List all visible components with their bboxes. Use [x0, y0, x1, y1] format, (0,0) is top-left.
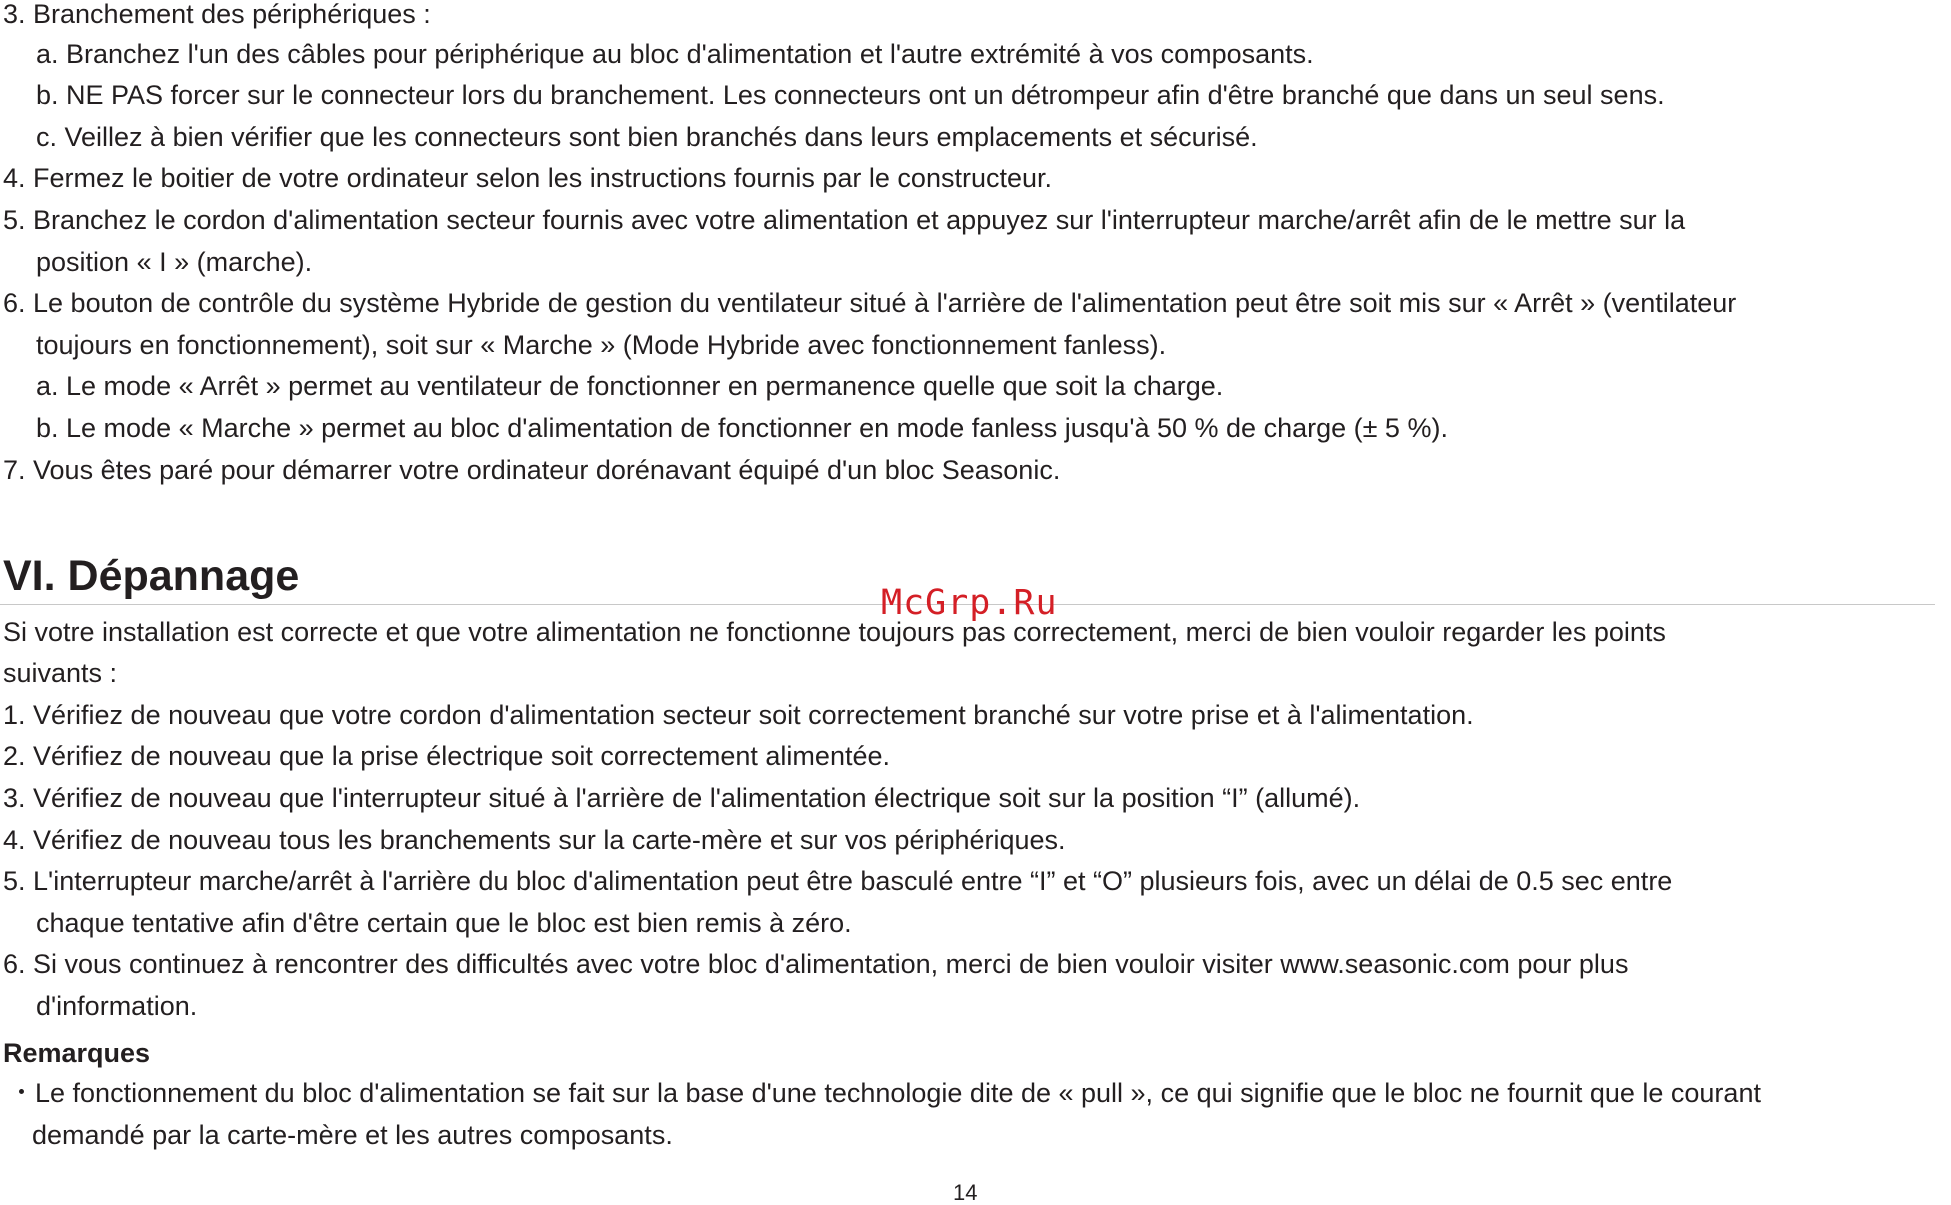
troubleshooting-item-6-line1: 6. Si vous continuez à rencontrer des difficultés avec votre bloc d'alimentation, merci de bien vouloir visiter www.seasonic.com pour plus	[3, 949, 1629, 979]
step7: 7. Vous êtes paré pour démarrer votre ordinateur dorénavant équipé d'un bloc Seasonic.	[3, 455, 1061, 485]
watermark: McGrp.Ru	[881, 583, 1058, 623]
section-heading: VI. Dépannage	[3, 552, 300, 600]
remarks-line1: ・Le fonctionnement du bloc d'alimentation se fait sur la base d'une technologie dite de « pull », ce qui signifie que le bloc ne fournit que le courant	[8, 1078, 1761, 1108]
step6-item-b: b. Le mode « Marche » permet au bloc d'alimentation de fonctionner en mode fanless jusqu'à 50 % de charge (± 5 %).	[36, 413, 1448, 443]
troubleshooting-item-3: 3. Vérifiez de nouveau que l'interrupteur situé à l'arrière de l'alimentation électrique soit sur la position “I” (allumé).	[3, 783, 1361, 813]
troubleshooting-item-4: 4. Vérifiez de nouveau tous les branchements sur la carte-mère et sur vos périphériques.	[3, 825, 1066, 855]
step6-line1: 6. Le bouton de contrôle du système Hybride de gestion du ventilateur situé à l'arrière de l'alimentation peut être soit mis sur « Arrêt » (ventilateur	[3, 288, 1737, 318]
troubleshooting-intro-line2: suivants :	[3, 658, 118, 688]
remarks-line2: demandé par la carte-mère et les autres composants.	[32, 1120, 673, 1150]
step6-line2: toujours en fonctionnement), soit sur « Marche » (Mode Hybride avec fonctionnement fanless).	[36, 330, 1167, 360]
troubleshooting-item-6-line2: d'information.	[36, 991, 198, 1021]
troubleshooting-item-1: 1. Vérifiez de nouveau que votre cordon d'alimentation secteur soit correctement branché sur votre prise et à l'alimentation.	[3, 700, 1474, 730]
step4: 4. Fermez le boitier de votre ordinateur selon les instructions fournis par le constructeur.	[3, 163, 1053, 193]
troubleshooting-intro-line1: Si votre installation est correcte et que votre alimentation ne fonctionne toujours pas correctement, merci de bien vouloir regarder les points	[3, 617, 1666, 647]
step5-line1: 5. Branchez le cordon d'alimentation secteur fournis avec votre alimentation et appuyez sur l'interrupteur marche/arrêt afin de le mettre sur la	[3, 205, 1686, 235]
step3-title: 3. Branchement des périphériques :	[3, 0, 431, 29]
step3-item-b: b. NE PAS forcer sur le connecteur lors du branchement. Les connecteurs ont un détrompeur afin d'être branché que dans un seul sens.	[36, 80, 1665, 110]
step3-item-c: c. Veillez à bien vérifier que les connecteurs sont bien branchés dans leurs emplacements et sécurisé.	[36, 122, 1258, 152]
troubleshooting-item-5-line2: chaque tentative afin d'être certain que le bloc est bien remis à zéro.	[36, 908, 852, 938]
troubleshooting-item-2: 2. Vérifiez de nouveau que la prise électrique soit correctement alimentée.	[3, 741, 890, 771]
page-number: 14	[953, 1180, 978, 1205]
step6-item-a: a. Le mode « Arrêt » permet au ventilateur de fonctionner en permanence quelle que soit la charge.	[36, 371, 1224, 401]
remarks-heading: Remarques	[3, 1038, 151, 1068]
step3-item-a: a. Branchez l'un des câbles pour périphérique au bloc d'alimentation et l'autre extrémité à vos composants.	[36, 39, 1314, 69]
troubleshooting-item-5-line1: 5. L'interrupteur marche/arrêt à l'arrière du bloc d'alimentation peut être basculé entre “I” et “O” plusieurs fois, avec un délai de 0.5 sec entre	[3, 866, 1673, 896]
step5-line2: position « I » (marche).	[36, 247, 313, 277]
